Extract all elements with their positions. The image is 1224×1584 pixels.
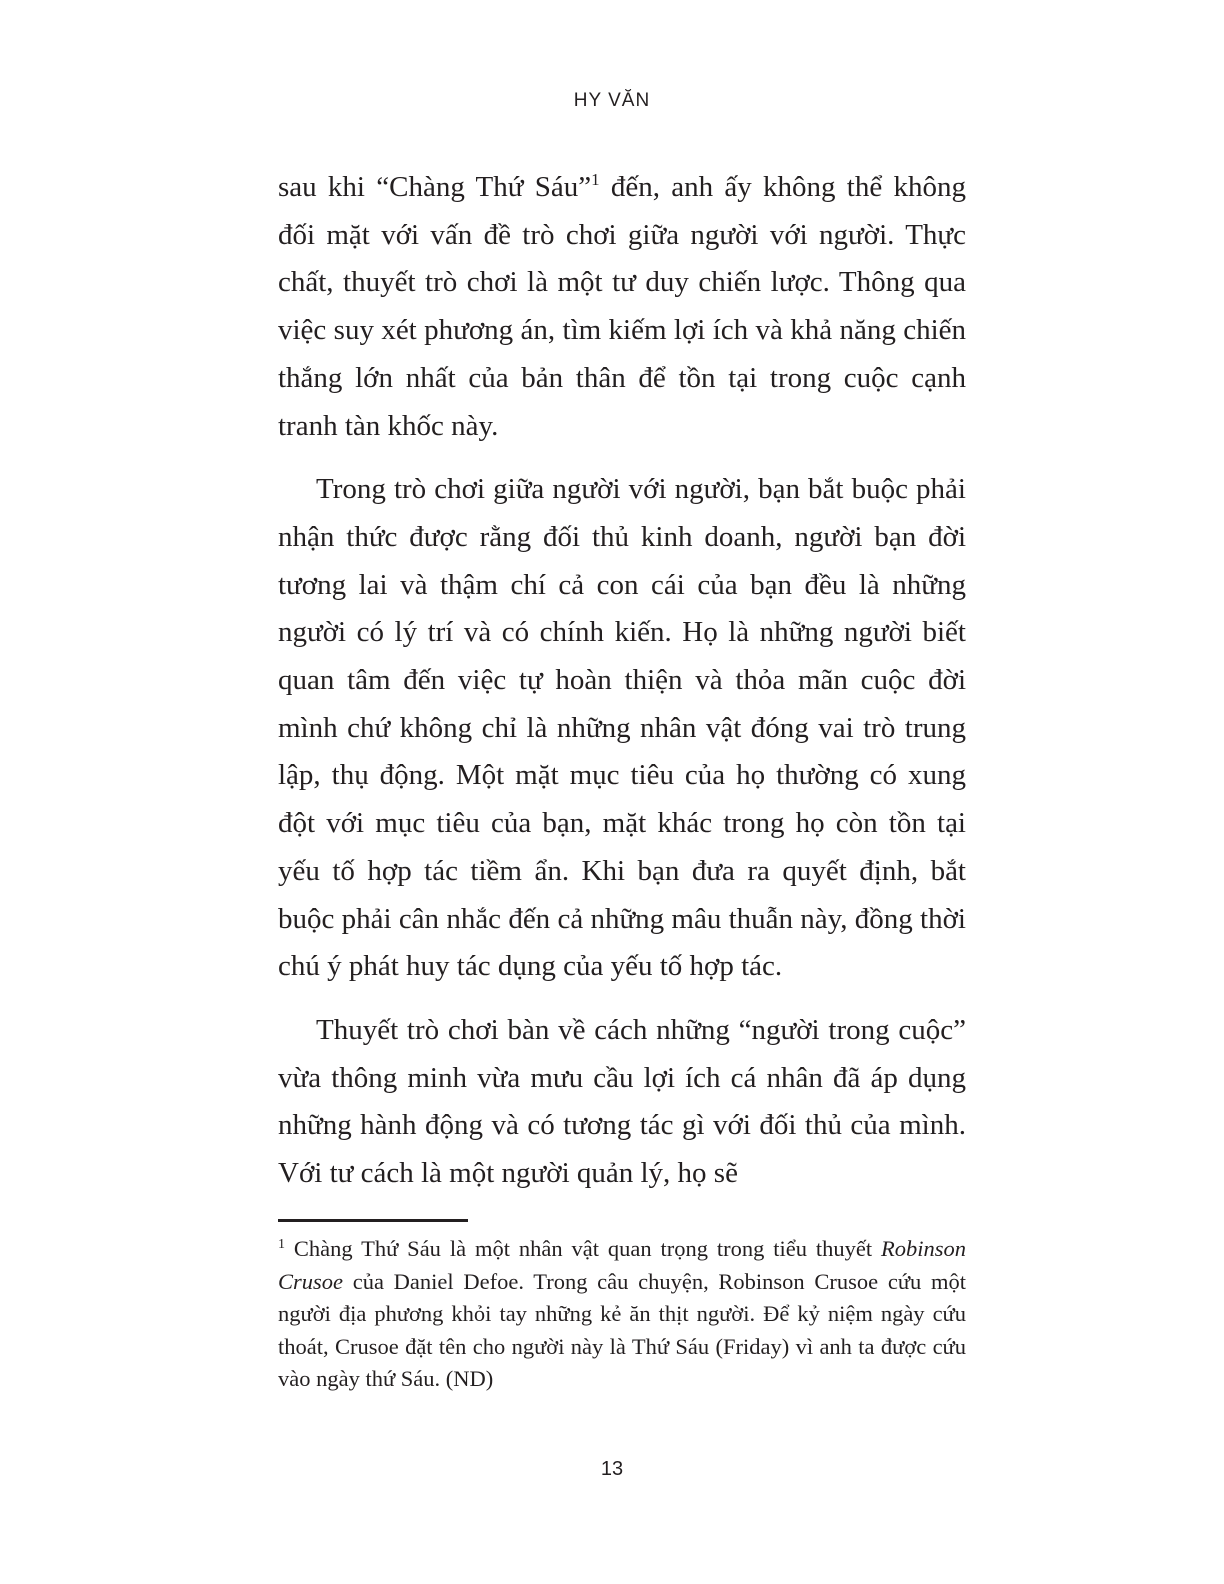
page-number: 13 [600,1458,624,1480]
running-header: HY VĂN [573,90,651,111]
footnote-text-end: của Daniel Defoe. Trong câu chuyện, Robinson Crusoe cứu một người địa phương khỏi tay những kẻ ăn thịt người. Để kỷ niệm ngày cứu thoát, Crusoe đặt tên cho người này là Thứ Sáu (Friday) vì anh ta được cứu vào ngày thứ Sáu. (ND) [278,1268,966,1392]
footnote-text-start: Chàng Thứ Sáu là một nhân vật quan trọng trong tiểu thuyết [285,1236,881,1261]
paragraph-1 [278,164,966,450]
footnote-book-title: Robinson Crusoe [278,1236,966,1294]
footnote-divider [278,1219,468,1222]
paragraph-3: Thuyết trò chơi bàn về cách những “người trong cuộc” vừa thông minh vừa mưu cầu lợi ích cá nhân đã áp dụng những hành động và có tương tác gì với đối thủ của mình. Với tư cách là một người quản lý, họ sẽ [278,1013,966,1190]
body-text [278,164,966,1214]
paragraph-2: Trong trò chơi giữa người với người, bạn bắt buộc phải nhận thức được rằng đối thủ kinh doanh, người bạn đời tương lai và thậm chí cả con cái của bạn đều là những người có lý trí và có chính kiến. Họ là những người biết quan tâm đến việc tự hoàn thiện và thỏa mãn cuộc đời mình chứ không chỉ là những nhân vật đóng vai trò trung lập, thụ động. Một mặt mục tiêu của họ thường có xung đột với mục tiêu của bạn, mặt khác trong họ còn tồn tại yếu tố hợp tác tiềm ẩn. Khi bạn đưa ra quyết định, bắt buộc phải cân nhắc đến cả những mâu thuẫn này, đồng thời chú ý phát huy tác dụng của yếu tố hợp tác. [278,473,966,983]
paragraph-1-text-end: đến, anh ấy không thể không đối mặt với vấn đề trò chơi giữa người với người. Thực chất, thuyết trò chơi là một tư duy chiến lược. Thông qua việc suy xét phương án, tìm kiếm lợi ích và khả năng chiến thắng lớn nhất của bản thân để tồn tại trong cuộc cạnh tranh tàn khốc này. [278,171,966,442]
footnote-mark: 1 [278,1237,285,1252]
footnote [278,1233,966,1396]
paragraph-1-text-start: sau khi “Chàng Thứ Sáu” [278,171,592,203]
footnote-reference-mark: 1 [591,170,600,189]
